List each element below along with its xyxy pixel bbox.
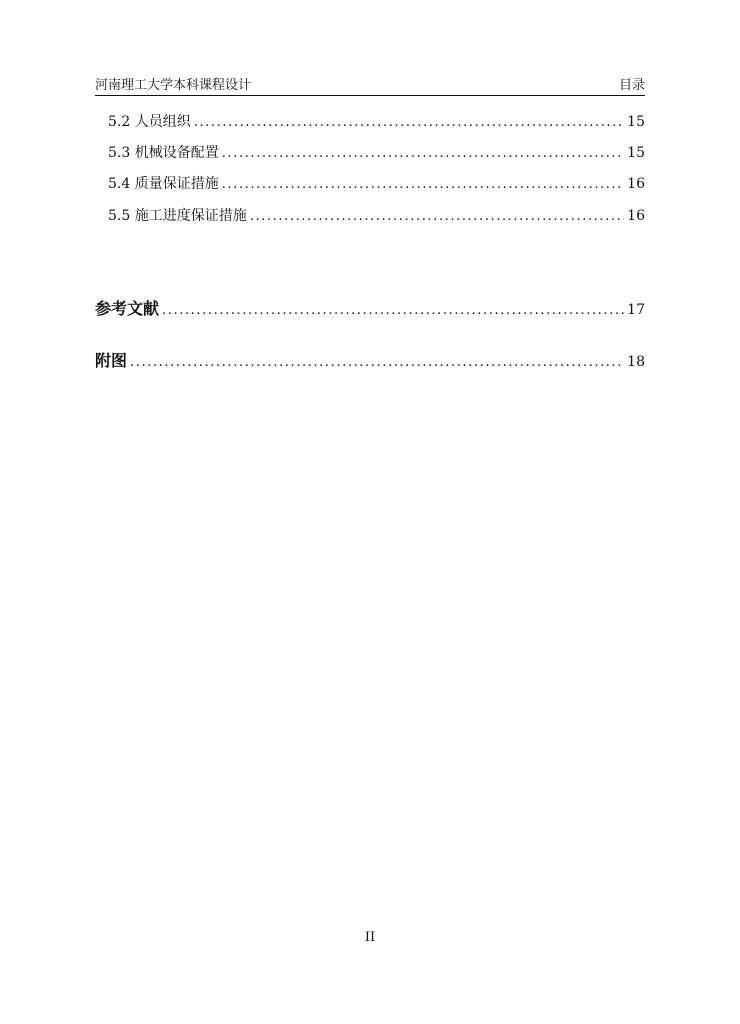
toc-entry[interactable]: [108, 142, 645, 162]
page-footer: [0, 930, 740, 945]
toc-leader-dots: [250, 209, 624, 224]
toc-entry-label: 5.4 质量保证措施: [108, 176, 219, 192]
toc-entry-label: 5.3 机械设备配置: [108, 145, 219, 161]
page-header: [95, 76, 645, 94]
toc-leader-dots: [162, 303, 624, 318]
header-title: 河南理工大学本科课程设计: [95, 78, 252, 93]
page-number: II: [364, 930, 376, 945]
toc-chapter-entry[interactable]: [95, 296, 645, 320]
toc-entry[interactable]: [108, 173, 645, 193]
header-rule: [95, 95, 645, 96]
toc-entry-page: 15: [627, 114, 645, 130]
toc-entry-page: 15: [627, 145, 645, 161]
toc-leader-dots: [222, 146, 624, 161]
toc-leader-dots: [222, 177, 624, 192]
toc-entry[interactable]: [108, 111, 645, 131]
header-section: 目录: [618, 78, 645, 93]
toc-entry-label: 5.5 施工进度保证措施: [108, 208, 247, 224]
toc-entry-label: 5.2 人员组织: [108, 114, 191, 130]
toc-leader-dots: [194, 115, 624, 130]
toc-entry-page: 16: [627, 208, 645, 224]
toc-chapter-entry[interactable]: [95, 348, 645, 372]
toc-chapter-page: 17: [627, 302, 645, 318]
toc-chapter-page: 18: [627, 354, 645, 370]
toc-entry[interactable]: [108, 205, 645, 225]
toc-chapter-label: 附图: [95, 351, 128, 370]
toc-leader-dots: [130, 355, 624, 370]
toc-entry-page: 16: [627, 176, 645, 192]
toc-chapter-label: 参考文献: [95, 299, 160, 318]
